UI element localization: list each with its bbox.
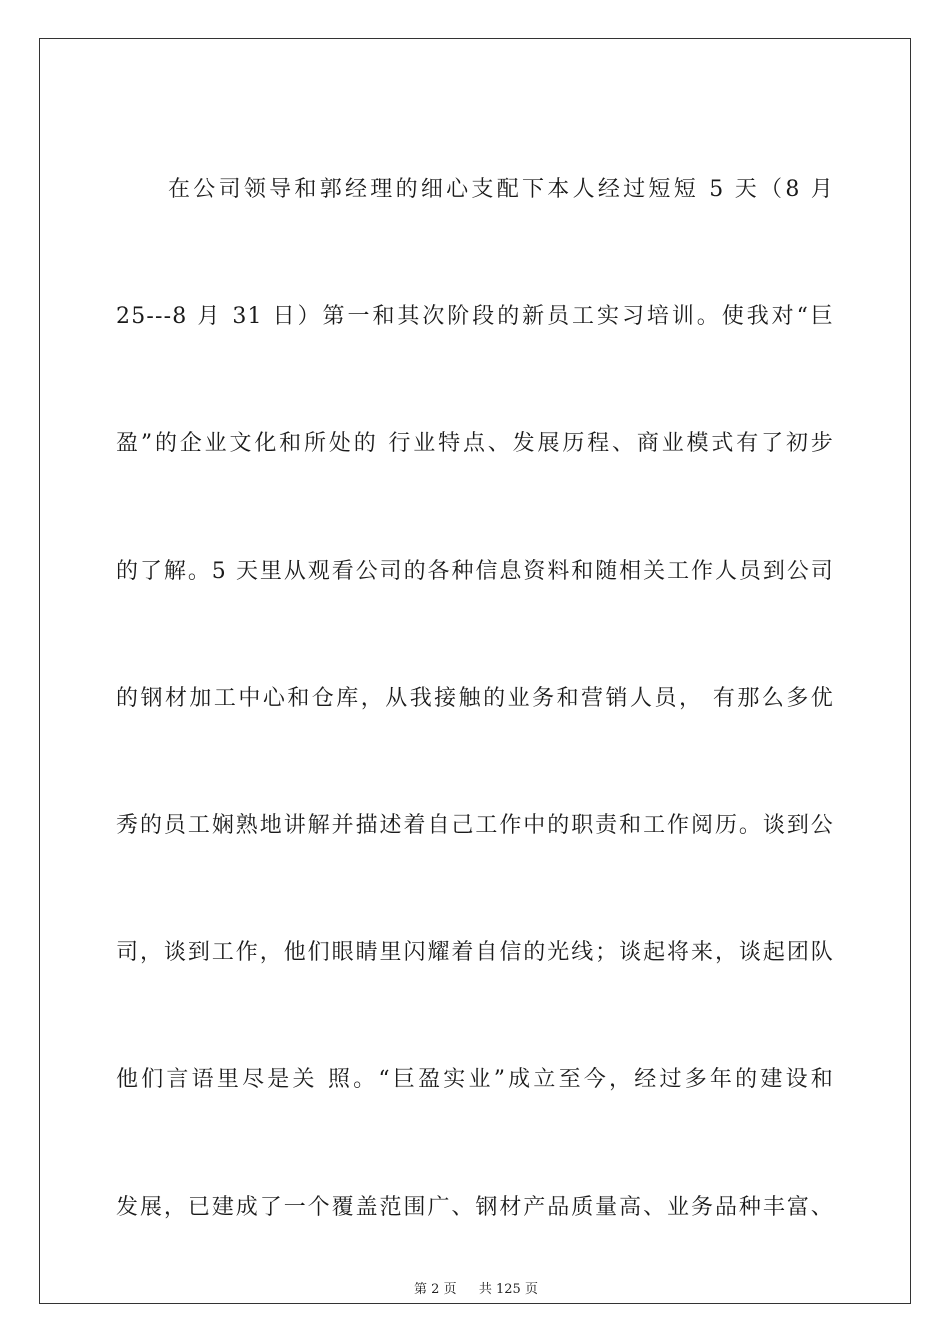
paragraph-line-9: 发展，已建成了一个覆盖范围广、钢材产品质量高、业务品种丰富、	[116, 1194, 834, 1220]
paragraph-line-2: 25---8 月 31 日）第一和其次阶段的新员工实习培训。使我对“巨	[116, 304, 834, 330]
paragraph-line-4: 的了解。5 天里从观看公司的各种信息资料和随相关工作人员到公司	[116, 558, 834, 584]
paragraph-line-8: 他们言语里尽是关 照。“巨盈实业”成立至今，经过多年的建设和	[116, 1067, 834, 1093]
page-number: 第 2 页	[414, 1282, 457, 1297]
total-pages: 共 125 页	[478, 1282, 538, 1297]
paragraph-line-3: 盈”的企业文化和所处的 行业特点、发展历程、商业模式有了初步	[116, 431, 834, 457]
document-body	[116, 135, 834, 1280]
paragraph-line-7: 司，谈到工作，他们眼睛里闪耀着自信的光线；谈起将来，谈起团队	[116, 940, 834, 966]
paragraph-line-5: 的钢材加工中心和仓库，从我接触的业务和营销人员， 有那么多优	[116, 685, 834, 711]
page-footer	[40, 1278, 912, 1297]
paragraph-line-6: 秀的员工娴熟地讲解并描述着自己工作中的职责和工作阅历。谈到公	[116, 812, 834, 838]
page-frame	[39, 38, 911, 1304]
paragraph-line-1: 在公司领导和郭经理的细心支配下本人经过短短 5 天（8 月	[168, 177, 834, 202]
